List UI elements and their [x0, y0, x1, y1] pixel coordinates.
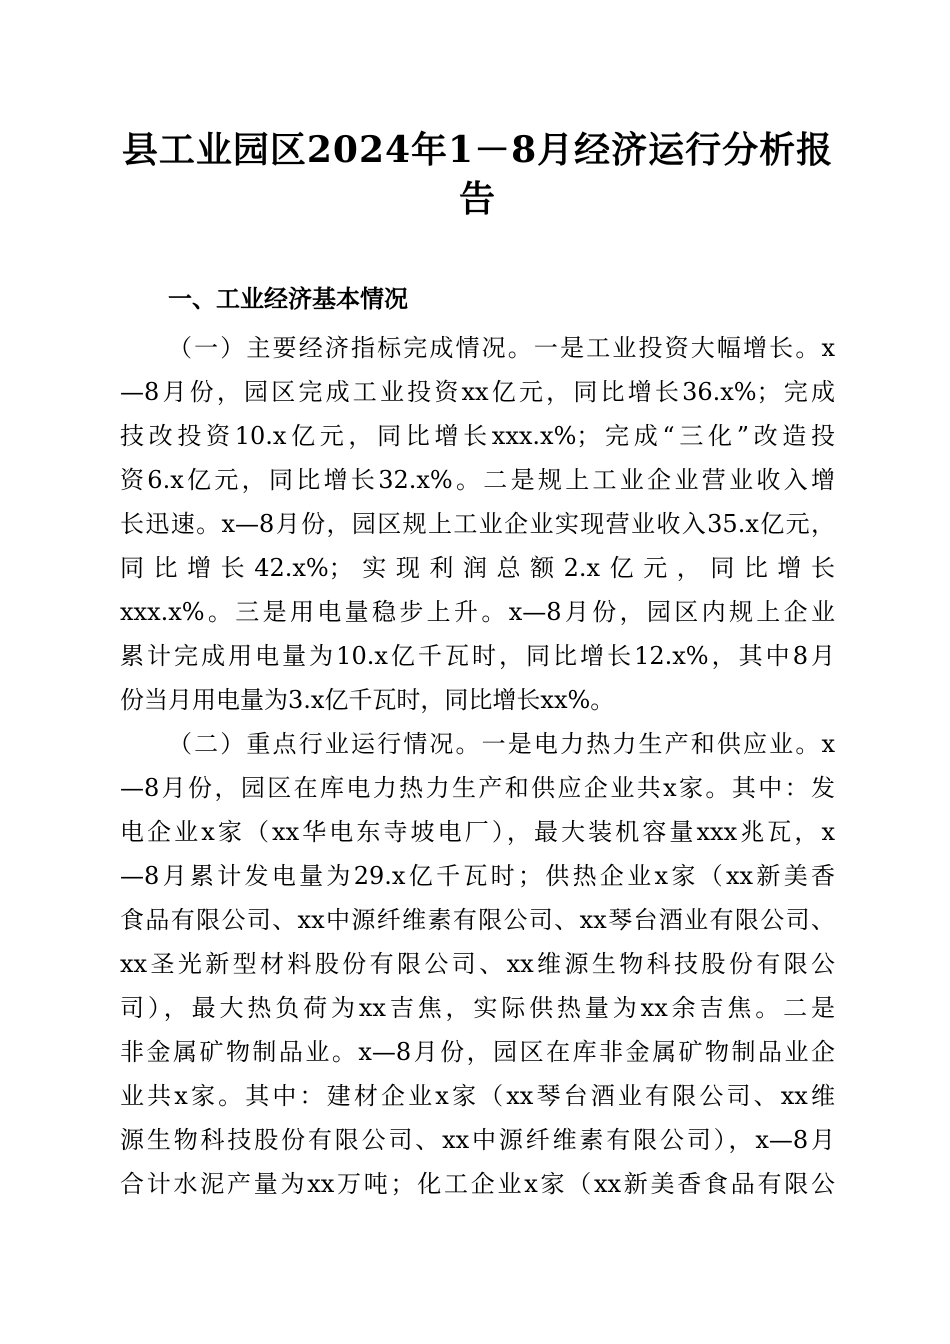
paragraph-line: 食品有限公司、xx中源纤维素有限公司、xx琴台酒业有限公司、: [120, 906, 835, 934]
paragraph-line: 源生物科技股份有限公司、xx中源纤维素有限公司），x—8月: [120, 1126, 835, 1154]
paragraph-line: 技改投资10.x亿元，同比增长xxx.x%；完成“三化”改造投: [120, 422, 835, 450]
paragraph-line: —8月份，园区完成工业投资xx亿元，同比增长36.x%；完成: [120, 378, 835, 406]
paragraph-line: —8月份，园区在库电力热力生产和供应企业共x家。其中：发: [120, 774, 835, 802]
paragraph-line: 同比增长42.x%；实现利润总额2.x亿元，同比增长: [120, 554, 835, 582]
paragraph-line: 司），最大热负荷为xx吉焦，实际供热量为xx余吉焦。二是: [120, 994, 835, 1022]
paragraph: [120, 326, 835, 722]
section-heading: 一、工业经济基本情况: [168, 285, 408, 313]
paragraph-line: （一）主要经济指标完成情况。一是工业投资大幅增长。x: [168, 334, 835, 362]
paragraph-line: 长迅速。x—8月份，园区规上工业企业实现营业收入35.x亿元，: [120, 510, 835, 538]
paragraph: [120, 722, 835, 1206]
paragraph-line: xx圣光新型材料股份有限公司、xx维源生物科技股份有限公: [120, 950, 835, 978]
paragraph-line: 合计水泥产量为xx万吨；化工企业x家（xx新美香食品有限公: [120, 1170, 835, 1198]
paragraph-line: 份当月用电量为3.x亿千瓦时，同比增长xx%。: [120, 686, 615, 714]
document-body: [120, 326, 835, 1206]
paragraph-line: 业共x家。其中：建材企业x家（xx琴台酒业有限公司、xx维: [120, 1082, 835, 1110]
paragraph-line: 累计完成用电量为10.x亿千瓦时，同比增长12.x%，其中8月: [120, 642, 835, 670]
paragraph-line: 电企业x家（xx华电东寺坡电厂），最大装机容量xxx兆瓦，x: [120, 818, 835, 846]
paragraph-line: （二）重点行业运行情况。一是电力热力生产和供应业。x: [168, 730, 835, 758]
paragraph-line: 非金属矿物制品业。x—8月份，园区在库非金属矿物制品业企: [120, 1038, 835, 1066]
paragraph-line: 资6.x亿元，同比增长32.x%。二是规上工业企业营业收入增: [120, 466, 835, 494]
document-title: 县工业园区2024年1－8月经济运行分析报告: [121, 129, 834, 220]
paragraph-line: xxx.x%。三是用电量稳步上升。x—8月份，园区内规上企业: [120, 598, 835, 626]
paragraph-line: —8月累计发电量为29.x亿千瓦时；供热企业x家（xx新美香: [120, 862, 835, 890]
